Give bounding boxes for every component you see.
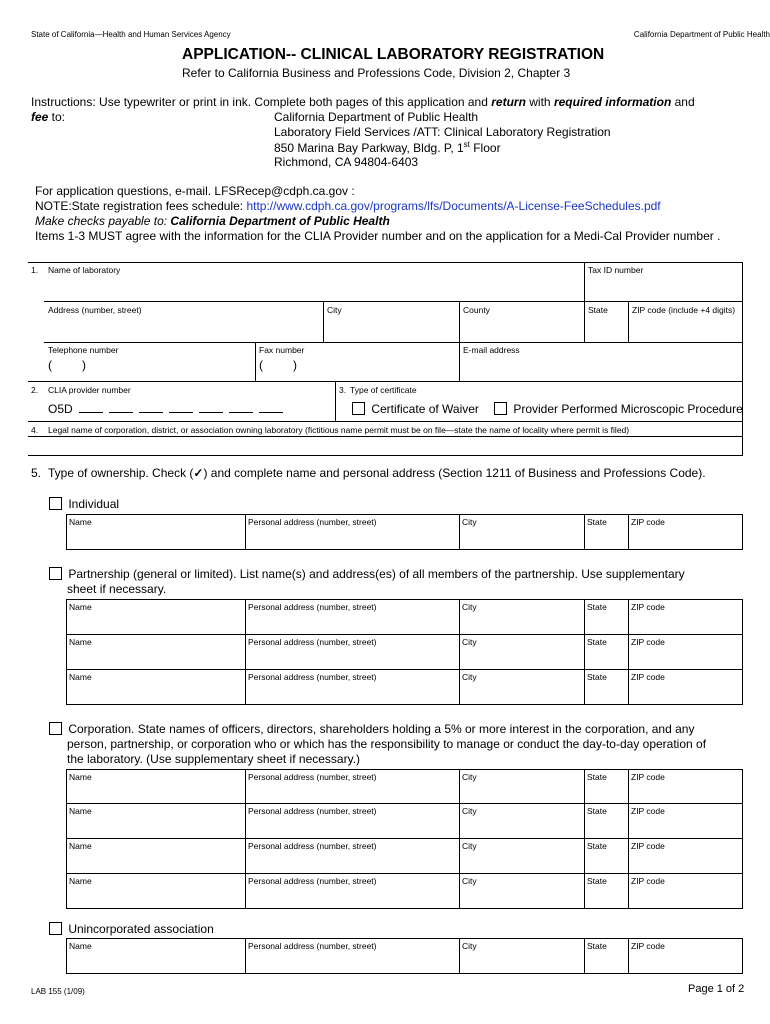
name-field[interactable] xyxy=(67,613,244,633)
city-field[interactable] xyxy=(460,783,583,803)
column-name-label: Name xyxy=(69,602,92,612)
partnership-option[interactable] xyxy=(49,567,685,581)
address-field[interactable] xyxy=(246,683,458,703)
form-title: APPLICATION-- CLINICAL LABORATORY REGISTRATION xyxy=(182,46,605,63)
zip-field[interactable] xyxy=(629,952,741,972)
column-city-label: City xyxy=(462,602,477,612)
unincorporated-label: Unincorporated association xyxy=(68,922,214,936)
divider xyxy=(66,838,743,839)
page-number: Page 1 of 2 xyxy=(688,983,745,995)
state-field[interactable] xyxy=(585,852,627,872)
ppmp-checkbox[interactable] xyxy=(494,402,507,415)
column-address-label: Personal address (number, street) xyxy=(248,876,377,886)
column-zip-label: ZIP code xyxy=(631,941,665,951)
divider xyxy=(66,634,743,635)
city-label: City xyxy=(327,305,342,315)
zip-field[interactable] xyxy=(629,528,741,548)
individual-option[interactable] xyxy=(49,497,119,511)
fax-label: Fax number xyxy=(259,345,305,355)
divider xyxy=(742,938,743,973)
instructions-fee: fee to: xyxy=(31,110,66,124)
corporation-label: Corporation. State names of officers, directors, shareholders holding a 5% or more interest in the corporation, and any xyxy=(68,722,695,736)
ppmp-label: Provider Performed Microscopic Procedure xyxy=(513,402,743,416)
partnership-label: Partnership (general or limited). List name(s) and address(es) of all members of the partnership. Use supplementary xyxy=(68,567,685,581)
fee-schedule-link[interactable]: http://www.cdph.ca.gov/programs/lfs/Documents/A-License-FeeSchedules.pdf xyxy=(246,199,661,213)
city-field[interactable] xyxy=(460,852,583,872)
state-field[interactable] xyxy=(585,887,627,907)
column-name-label: Name xyxy=(69,806,92,816)
column-city-label: City xyxy=(462,841,477,851)
name-field[interactable] xyxy=(67,528,244,548)
address-field[interactable] xyxy=(246,852,458,872)
column-name-label: Name xyxy=(69,637,92,647)
zip-field[interactable] xyxy=(629,648,741,668)
name-field[interactable] xyxy=(67,817,244,837)
clia-label: CLIA provider number xyxy=(48,385,131,395)
questions-email: For application questions, e-mail. LFSRecep@cdph.ca.gov : xyxy=(35,184,355,198)
divider xyxy=(742,669,743,704)
partnership-checkbox[interactable] xyxy=(49,567,62,580)
telephone-field[interactable]: ( ) xyxy=(48,358,86,372)
column-name-label: Name xyxy=(69,517,92,527)
address-field[interactable] xyxy=(246,952,458,972)
column-city-label: City xyxy=(462,637,477,647)
column-zip-label: ZIP code xyxy=(631,806,665,816)
city-field[interactable] xyxy=(460,528,583,548)
column-address-label: Personal address (number, street) xyxy=(248,672,377,682)
column-zip-label: ZIP code xyxy=(631,637,665,647)
column-state-label: State xyxy=(587,841,607,851)
divider xyxy=(28,381,743,382)
section-5-number: 5. xyxy=(31,466,42,480)
state-field[interactable] xyxy=(585,613,627,633)
column-address-label: Personal address (number, street) xyxy=(248,637,377,647)
checks-payable: Make checks payable to: California Department of Public Health xyxy=(35,214,390,228)
telephone-label: Telephone number xyxy=(48,345,119,355)
individual-checkbox[interactable] xyxy=(49,497,62,510)
corporation-checkbox[interactable] xyxy=(49,722,62,735)
mail-address-line-4: Richmond, CA 94804-6403 xyxy=(274,155,419,169)
city-field[interactable] xyxy=(325,316,457,340)
city-field[interactable] xyxy=(460,887,583,907)
name-field[interactable] xyxy=(67,852,244,872)
divider xyxy=(44,301,742,302)
address-field[interactable] xyxy=(246,613,458,633)
column-name-label: Name xyxy=(69,772,92,782)
column-address-label: Personal address (number, street) xyxy=(248,772,377,782)
legal-name-field[interactable] xyxy=(44,437,740,454)
zip-field[interactable] xyxy=(629,817,741,837)
divider xyxy=(66,908,743,909)
divider xyxy=(459,301,460,381)
city-field[interactable] xyxy=(460,683,583,703)
county-label: County xyxy=(463,305,490,315)
ownership-label: Type of ownership. Check (✓) and complete name and personal address (Section 1211 of Business and Professions Code). xyxy=(48,466,706,480)
name-field[interactable] xyxy=(67,887,244,907)
tax-id-label: Tax ID number xyxy=(588,265,644,275)
divider xyxy=(628,301,629,342)
state-field[interactable] xyxy=(585,952,627,972)
column-name-label: Name xyxy=(69,841,92,851)
state-field[interactable] xyxy=(585,817,627,837)
divider xyxy=(66,549,743,550)
certificate-label: Type of certificate xyxy=(350,385,417,395)
column-name-label: Name xyxy=(69,941,92,951)
divider xyxy=(66,669,743,670)
zip-field[interactable] xyxy=(629,887,741,907)
name-field[interactable] xyxy=(67,952,244,972)
individual-label: Individual xyxy=(68,497,120,511)
legal-name-label: Legal name of corporation, district, or association owning laboratory (fictitious name permit must be on file—state the name of locality where permit is filed) xyxy=(48,425,630,435)
column-city-label: City xyxy=(462,941,477,951)
email-label: E-mail address xyxy=(463,345,520,355)
city-field[interactable] xyxy=(460,952,583,972)
column-state-label: State xyxy=(587,806,607,816)
divider xyxy=(742,769,743,804)
city-field[interactable] xyxy=(460,817,583,837)
clia-field[interactable]: O5D xyxy=(48,402,289,416)
column-city-label: City xyxy=(462,876,477,886)
zip-field[interactable] xyxy=(629,852,741,872)
state-field[interactable] xyxy=(585,528,627,548)
items-must-agree-note: Items 1-3 MUST agree with the information for the CLIA Provider number and on the application for a Medi-Cal Provider number . xyxy=(35,229,721,243)
name-field[interactable] xyxy=(67,683,244,703)
address-field[interactable] xyxy=(246,817,458,837)
column-zip-label: ZIP code xyxy=(631,841,665,851)
divider xyxy=(335,381,336,421)
partnership-label-cont: sheet if necessary. xyxy=(67,582,167,596)
column-state-label: State xyxy=(587,672,607,682)
divider xyxy=(66,769,743,770)
address-field[interactable] xyxy=(246,648,458,668)
divider xyxy=(28,262,743,263)
state-label: State xyxy=(588,305,608,315)
department-header: California Department of Public Health xyxy=(633,30,770,39)
corporation-label-cont-1: person, partnership, or corporation who or which has the responsibility to manage or conduct the day-to-day operation of xyxy=(67,737,707,751)
corporation-option[interactable] xyxy=(49,722,694,736)
lab-name-field[interactable] xyxy=(44,276,582,300)
state-field[interactable] xyxy=(585,683,627,703)
divider xyxy=(66,873,743,874)
column-zip-label: ZIP code xyxy=(631,876,665,886)
divider xyxy=(742,838,743,873)
fee-schedule-note: NOTE:State registration fees schedule: http://www.cdph.ca.gov/programs/lfs/Documents/A-License-FeeSchedules.pdf xyxy=(35,199,661,213)
zip-field[interactable] xyxy=(629,683,741,703)
column-address-label: Personal address (number, street) xyxy=(248,517,377,527)
section-2-number: 2. xyxy=(31,385,39,395)
divider xyxy=(66,704,743,705)
column-state-label: State xyxy=(587,772,607,782)
city-field[interactable] xyxy=(460,648,583,668)
section-4-number: 4. xyxy=(31,425,39,435)
column-zip-label: ZIP code xyxy=(631,672,665,682)
divider xyxy=(44,342,742,343)
column-state-label: State xyxy=(587,517,607,527)
zip-label: ZIP code (include +4 digits) xyxy=(632,305,736,315)
instructions-line: Instructions: Use typewriter or print in ink. Complete both pages of this application and return with required information and xyxy=(31,95,695,109)
column-city-label: City xyxy=(462,806,477,816)
divider xyxy=(28,421,743,422)
column-name-label: Name xyxy=(69,876,92,886)
form-id: LAB 155 (1/09) xyxy=(31,987,85,996)
column-state-label: State xyxy=(587,637,607,647)
column-name-label: Name xyxy=(69,672,92,682)
agency-header: State of California—Health and Human Services Agency xyxy=(31,30,231,39)
address-label: Address (number, street) xyxy=(48,305,142,315)
section-1-number: 1. xyxy=(31,265,39,275)
column-state-label: State xyxy=(587,941,607,951)
zip-field[interactable] xyxy=(630,316,740,340)
city-field[interactable] xyxy=(460,613,583,633)
column-address-label: Personal address (number, street) xyxy=(248,941,377,951)
mail-address-line-1: California Department of Public Health xyxy=(274,110,479,124)
state-field[interactable] xyxy=(586,316,626,340)
divider xyxy=(255,342,256,381)
lab-name-label: Name of laboratory xyxy=(48,265,121,275)
divider xyxy=(66,973,743,974)
divider xyxy=(742,634,743,669)
mail-address-line-3: 850 Marina Bay Parkway, Bldg. P, 1st Floor xyxy=(274,140,501,155)
divider xyxy=(584,262,585,342)
mail-address-line-2: Laboratory Field Services /ATT: Clinical Laboratory Registration xyxy=(274,125,611,139)
divider xyxy=(742,803,743,838)
divider xyxy=(28,455,743,456)
divider xyxy=(66,599,743,600)
address-field[interactable] xyxy=(246,528,458,548)
zip-field[interactable] xyxy=(629,613,741,633)
divider xyxy=(742,599,743,634)
column-state-label: State xyxy=(587,876,607,886)
name-field[interactable] xyxy=(67,648,244,668)
address-field[interactable] xyxy=(246,783,458,803)
column-zip-label: ZIP code xyxy=(631,772,665,782)
state-field[interactable] xyxy=(585,648,627,668)
zip-field[interactable] xyxy=(629,783,741,803)
column-state-label: State xyxy=(587,602,607,612)
name-field[interactable] xyxy=(67,783,244,803)
column-city-label: City xyxy=(462,517,477,527)
county-field[interactable] xyxy=(461,316,582,340)
waiver-label: Certificate of Waiver xyxy=(371,402,479,416)
divider xyxy=(66,514,743,515)
address-field[interactable] xyxy=(44,316,321,340)
divider xyxy=(742,262,743,455)
address-field[interactable] xyxy=(246,887,458,907)
state-field[interactable] xyxy=(585,783,627,803)
column-city-label: City xyxy=(462,672,477,682)
fax-field[interactable]: ( ) xyxy=(259,358,297,372)
divider xyxy=(742,873,743,908)
column-address-label: Personal address (number, street) xyxy=(248,602,377,612)
check-mark-icon: ✓ xyxy=(193,466,204,480)
column-address-label: Personal address (number, street) xyxy=(248,806,377,816)
email-field[interactable] xyxy=(461,356,740,380)
section-3-number: 3. xyxy=(339,385,347,395)
tax-id-field[interactable] xyxy=(586,276,740,300)
column-zip-label: ZIP code xyxy=(631,517,665,527)
unincorporated-option[interactable] xyxy=(49,922,214,936)
column-zip-label: ZIP code xyxy=(631,602,665,612)
unincorporated-checkbox[interactable] xyxy=(49,922,62,935)
form-subtitle: Refer to California Business and Professions Code, Division 2, Chapter 3 xyxy=(182,66,571,80)
corporation-label-cont-2: the laboratory. (Use supplementary sheet if necessary.) xyxy=(67,752,361,766)
column-address-label: Personal address (number, street) xyxy=(248,841,377,851)
divider xyxy=(742,514,743,549)
divider xyxy=(66,803,743,804)
column-city-label: City xyxy=(462,772,477,782)
certificate-waiver-option[interactable] xyxy=(352,402,479,416)
ppmp-option[interactable] xyxy=(494,402,743,416)
divider xyxy=(323,301,324,342)
waiver-checkbox[interactable] xyxy=(352,402,365,415)
divider xyxy=(66,938,743,939)
